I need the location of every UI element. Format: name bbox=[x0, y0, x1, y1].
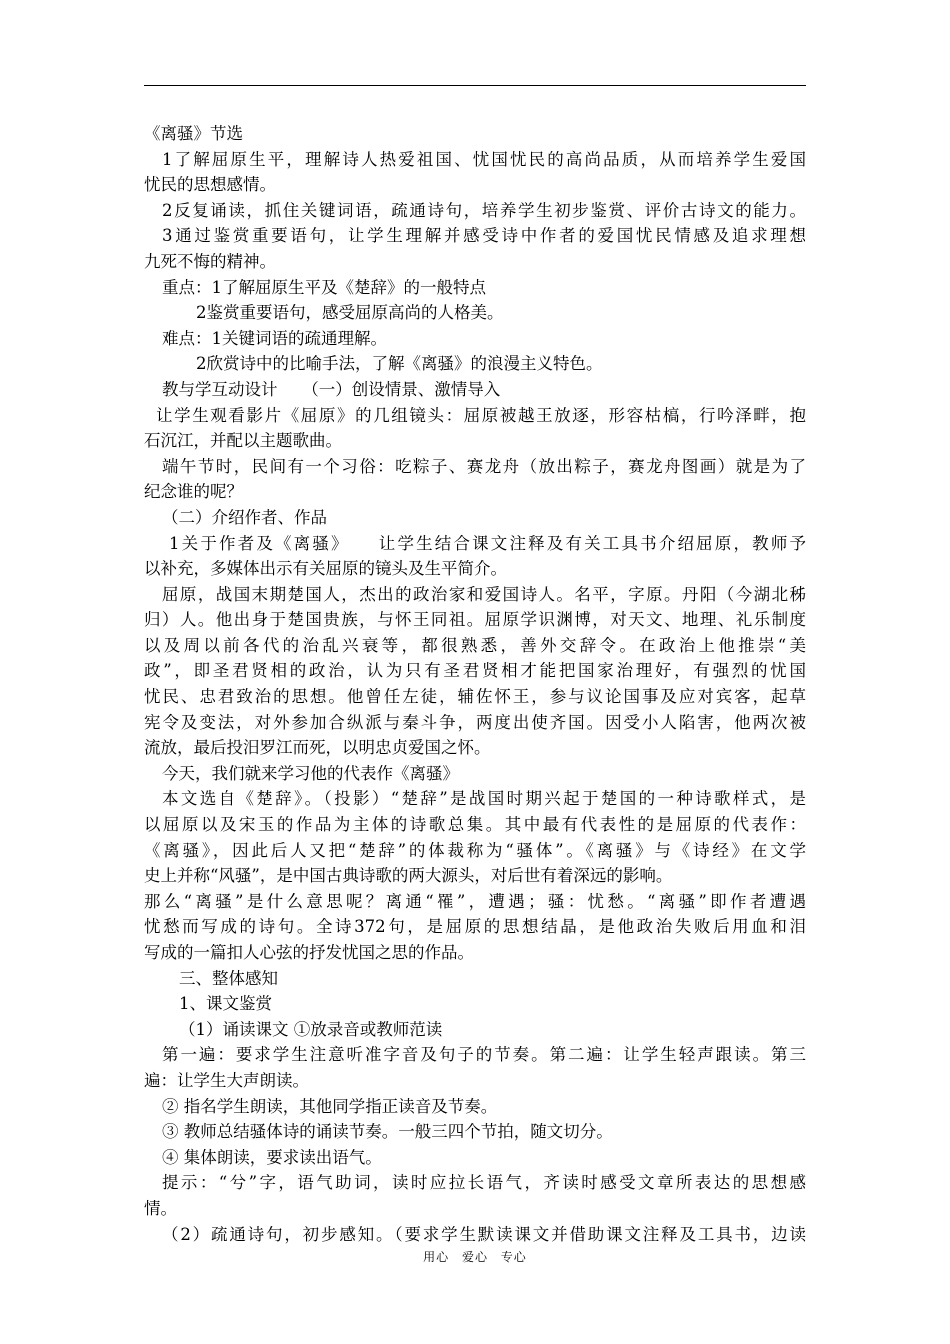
text-line: 写成的一篇扣人心弦的抒发忧国之思的作品。 bbox=[144, 943, 474, 962]
text-line: 《离骚》，因此后人又把“楚辞”的体裁称为“骚体”。《离骚》与《诗经》在文学 bbox=[144, 840, 806, 860]
text-line: 1关于作者及《离骚》 让学生结合课文注释及有关工具书介绍屈原，教师予 bbox=[169, 533, 806, 553]
document-title: 《离骚》节选 bbox=[144, 124, 243, 143]
text-line: 教与学互动设计 （一）创设情景、激情导入 bbox=[162, 379, 501, 399]
text-line: 今天，我们就来学习他的代表作《离骚》 bbox=[162, 763, 459, 783]
text-line: 以及周以前各代的治乱兴衰等，都很熟悉，善外交辞令。在政治上他推崇“美 bbox=[144, 635, 806, 655]
text-line: 1了解屈原生平，理解诗人热爱祖国、忧国忧民的高尚品质，从而培养学生爱国 bbox=[162, 149, 806, 169]
text-line: 遍：让学生大声朗读。 bbox=[144, 1070, 309, 1090]
text-line: 提示：“兮”字，语气助词，读时应拉长语气，齐读时感受文章所表达的思想感 bbox=[162, 1173, 806, 1193]
text-line: 流放，最后投汨罗江而死，以明忠贞爱国之怀。 bbox=[144, 738, 491, 758]
text-line: 重点：1了解屈原生平及《楚辞》的一般特点 bbox=[162, 277, 486, 297]
text-line: 宪令及变法，对外参加合纵派与秦斗争，两度出使齐国。因受小人陷害，他两次被 bbox=[144, 712, 806, 732]
text-line: ③ 教师总结骚体诗的诵读节奏。一般三四个节拍，随文切分。 bbox=[162, 1122, 613, 1142]
text-line: 情。 bbox=[144, 1198, 177, 1218]
text-line: 以屈原以及宋玉的作品为主体的诗歌总集。其中最有代表性的是屈原的代表作： bbox=[144, 815, 806, 835]
text-line: 让学生观看影片《屈原》的几组镜头：屈原被越王放逐，形容枯槁，行吟泽畔，抱 bbox=[156, 405, 806, 425]
text-line: 归）人。他出身于楚国贵族，与怀王同祖。屈原学识渊博，对天文、地理、礼乐制度 bbox=[144, 610, 806, 630]
text-line: 纪念谁的呢？ bbox=[144, 482, 243, 502]
text-line: （2）疏通诗句，初步感知。（要求学生默读课文并借助课文注释及工具书，边读 bbox=[162, 1224, 806, 1244]
text-line: 以补充，多媒体出示有关屈原的镜头及生平简介。 bbox=[144, 559, 507, 579]
text-line: 本文选自《楚辞》。（投影）“楚辞”是战国时期兴起于楚国的一种诗歌样式，是 bbox=[162, 789, 806, 809]
text-line: 忧民的思想感情。 bbox=[144, 175, 276, 195]
text-line: 政”，即圣君贤相的政治，认为只有圣君贤相才能把国家治理好，有强烈的忧国 bbox=[144, 661, 806, 681]
text-line: 3通过鉴赏重要语句，让学生理解并感受诗中作者的爱国忧民情感及追求理想 bbox=[162, 226, 806, 246]
text-line: 忧民、忠君致治的思想。他曾任左徒，辅佐怀王，参与议论国事及应对宾客，起草 bbox=[144, 687, 806, 707]
header-rule bbox=[144, 85, 806, 86]
text-line: 难点：1关键词语的疏通理解。 bbox=[162, 328, 387, 348]
document-body bbox=[144, 121, 806, 1247]
text-line: （二）介绍作者、作品 bbox=[162, 507, 327, 527]
text-line: （1）诵读课文 ①放录音或教师范读 bbox=[179, 1019, 443, 1039]
text-line: 2鉴赏重要语句，感受屈原高尚的人格美。 bbox=[196, 303, 504, 323]
page-footer: 用心 爱心 专心 bbox=[423, 1250, 527, 1264]
text-line: 忧愁而写成的诗句。全诗372句，是屈原的思想结晶，是他政治失败后用血和泪 bbox=[144, 917, 806, 937]
text-line: 三、整体感知 bbox=[179, 968, 278, 988]
text-line: ② 指名学生朗读，其他同学指正读音及节奏。 bbox=[162, 1096, 498, 1116]
text-line: 那么“离骚”是什么意思呢？离通“罹”，遭遇；骚：忧愁。“离骚”即作者遭遇 bbox=[144, 891, 806, 911]
text-line: 端午节时，民间有一个习俗：吃粽子、赛龙舟（放出粽子，赛龙舟图画）就是为了 bbox=[162, 456, 806, 476]
text-line: 史上并称“风骚”，是中国古典诗歌的两大源头，对后世有着深远的影响。 bbox=[144, 866, 673, 886]
text-line: 屈原，战国末期楚国人，杰出的政治家和爱国诗人。名平，字原。丹阳（今湖北秭 bbox=[162, 584, 806, 604]
text-line: 2欣赏诗中的比喻手法，了解《离骚》的浪漫主义特色。 bbox=[196, 354, 603, 374]
text-line: 九死不悔的精神。 bbox=[144, 251, 276, 271]
text-line: ④ 集体朗读，要求读出语气。 bbox=[162, 1147, 382, 1167]
text-line: 石沉江，并配以主题歌曲。 bbox=[144, 431, 342, 451]
text-line: 2反复诵读，抓住关键词语，疏通诗句，培养学生初步鉴赏、评价古诗文的能力。 bbox=[162, 200, 806, 220]
text-line: 第一遍：要求学生注意听准字音及句子的节奏。第二遍：让学生轻声跟读。第三 bbox=[162, 1045, 806, 1065]
text-line: 1、课文鉴赏 bbox=[179, 994, 272, 1014]
